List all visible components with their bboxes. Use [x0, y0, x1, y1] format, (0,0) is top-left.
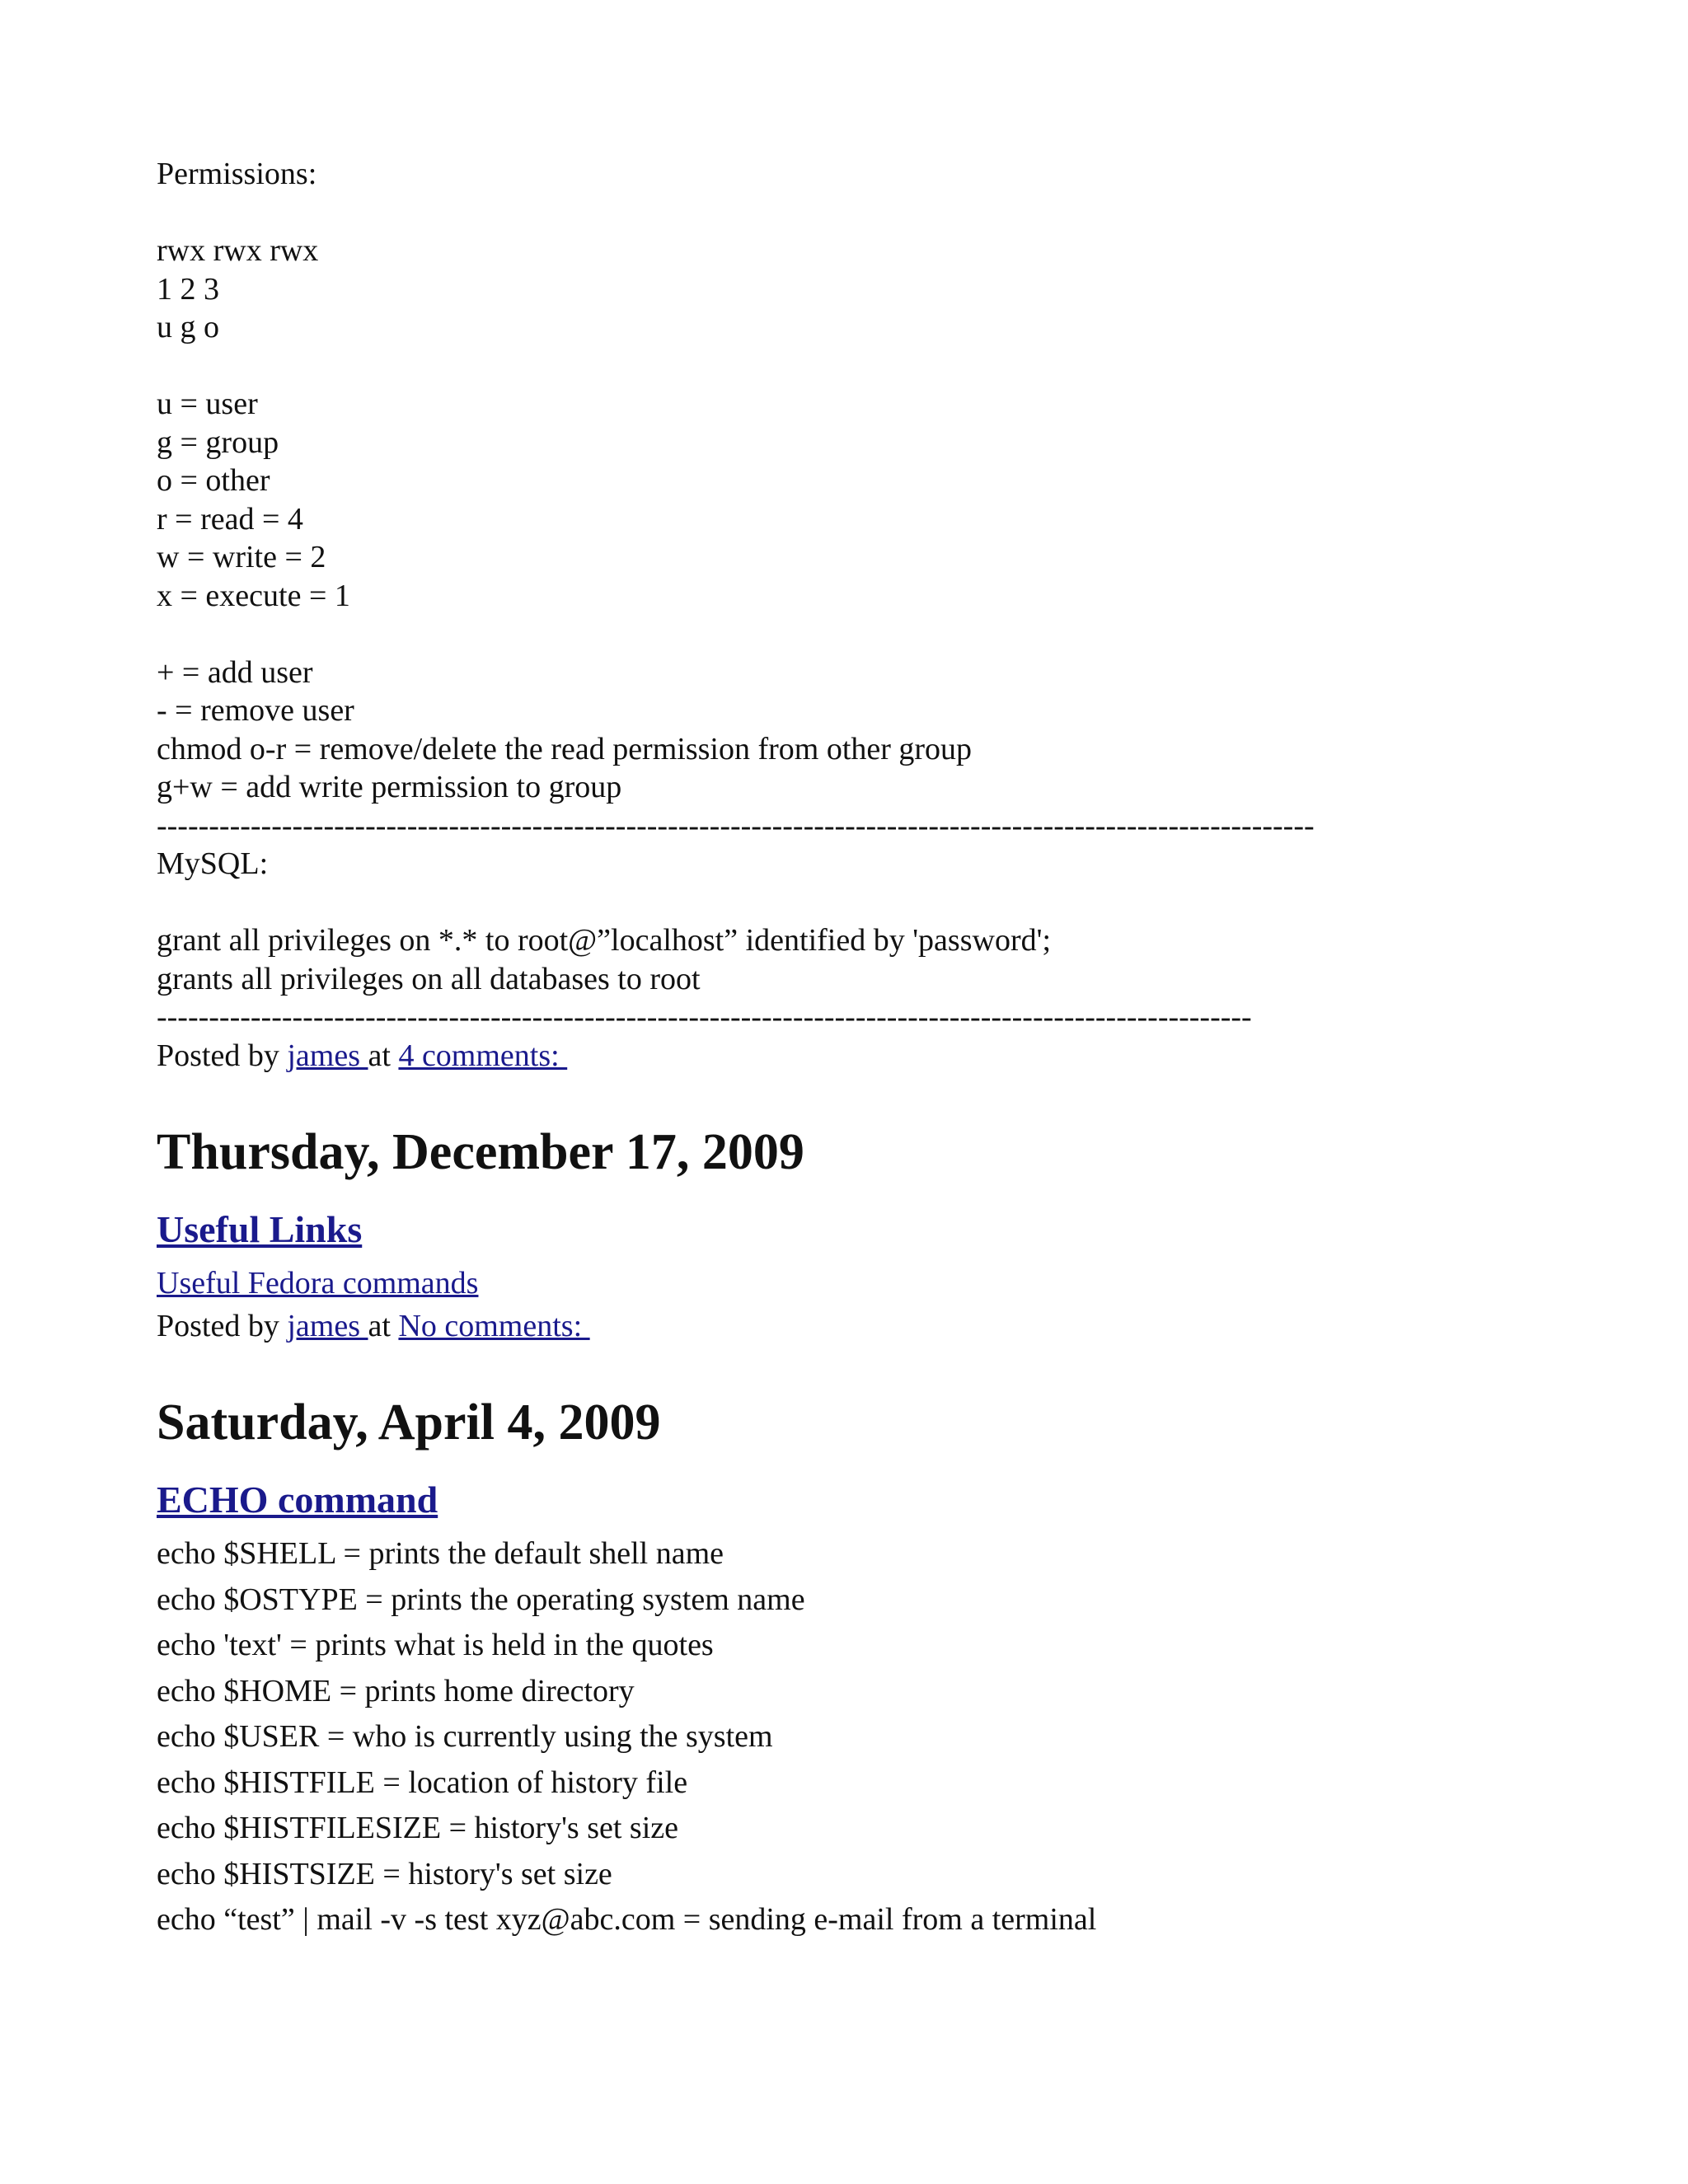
post-title-link[interactable]: Useful Links	[157, 1208, 363, 1250]
post-body-echo	[157, 1531, 1624, 1943]
posted-by-label: Posted by	[157, 1038, 288, 1073]
text-line: 1 2 3	[157, 271, 219, 307]
comments-link[interactable]: No comments:	[398, 1308, 590, 1343]
post-title	[157, 1207, 1624, 1253]
post-title	[157, 1477, 1624, 1523]
text-line: x = execute = 1	[157, 578, 350, 613]
dashed-divider: ---------------------------------------------------------------------------------------------------------	[157, 1000, 1252, 1034]
post-title-link[interactable]: ECHO command	[157, 1479, 438, 1521]
post-footer	[157, 1307, 1624, 1346]
text-line: rwx rwx rwx	[157, 233, 319, 268]
post-link-line	[157, 1261, 1624, 1307]
text-line: echo $HISTSIZE = history's set size	[157, 1856, 612, 1891]
text-line: echo 'text' = prints what is held in the quotes	[157, 1628, 714, 1662]
author-link[interactable]: james	[287, 1038, 368, 1073]
text-line: - = remove user	[157, 693, 354, 728]
post-footer	[157, 1037, 1624, 1076]
at-label: at	[368, 1038, 399, 1073]
post-body-permissions	[157, 155, 1624, 1075]
text-line: u g o	[157, 310, 219, 344]
comments-link[interactable]: 4 comments:	[398, 1038, 568, 1073]
text-line: u = user	[157, 387, 258, 421]
author-link[interactable]: james	[287, 1308, 368, 1343]
text-line: chmod o-r = remove/delete the read permission from other group	[157, 731, 973, 766]
text-line: grant all privileges on *.* to root@”localhost” identified by 'password';	[157, 923, 1052, 958]
text-line: + = add user	[157, 654, 313, 690]
dashed-divider: ---------------------------------------------------------------------------------------------------------------	[157, 808, 1315, 843]
text-line: w = write = 2	[157, 540, 326, 574]
text-line: echo $OSTYPE = prints the operating system name	[157, 1582, 805, 1617]
page-content	[157, 155, 1624, 1943]
text-line: g+w = add write permission to group	[157, 770, 622, 804]
text-line: echo “test” | mail -v -s test xyz@abc.com = sending e-mail from a terminal	[157, 1902, 1097, 1937]
text-line: o = other	[157, 463, 270, 498]
date-heading: Thursday, December 17, 2009	[157, 1124, 804, 1180]
text-line: echo $SHELL = prints the default shell name	[157, 1536, 724, 1571]
text-line: echo $HISTFILE = location of history file	[157, 1765, 688, 1800]
text-line: r = read = 4	[157, 501, 303, 537]
date-heading: Saturday, April 4, 2009	[157, 1394, 661, 1451]
text-line: echo $HISTFILESIZE = history's set size	[157, 1811, 679, 1845]
fedora-commands-link[interactable]: Useful Fedora commands	[157, 1266, 479, 1301]
text-line: MySQL:	[157, 846, 269, 881]
text-line: echo $HOME = prints home directory	[157, 1673, 635, 1708]
text-line: Permissions:	[157, 157, 317, 191]
text-line: g = group	[157, 424, 279, 460]
text-line: grants all privileges on all databases to root	[157, 961, 701, 996]
text-line: echo $USER = who is currently using the system	[157, 1719, 773, 1754]
at-label: at	[368, 1308, 399, 1343]
posted-by-label: Posted by	[157, 1308, 288, 1343]
